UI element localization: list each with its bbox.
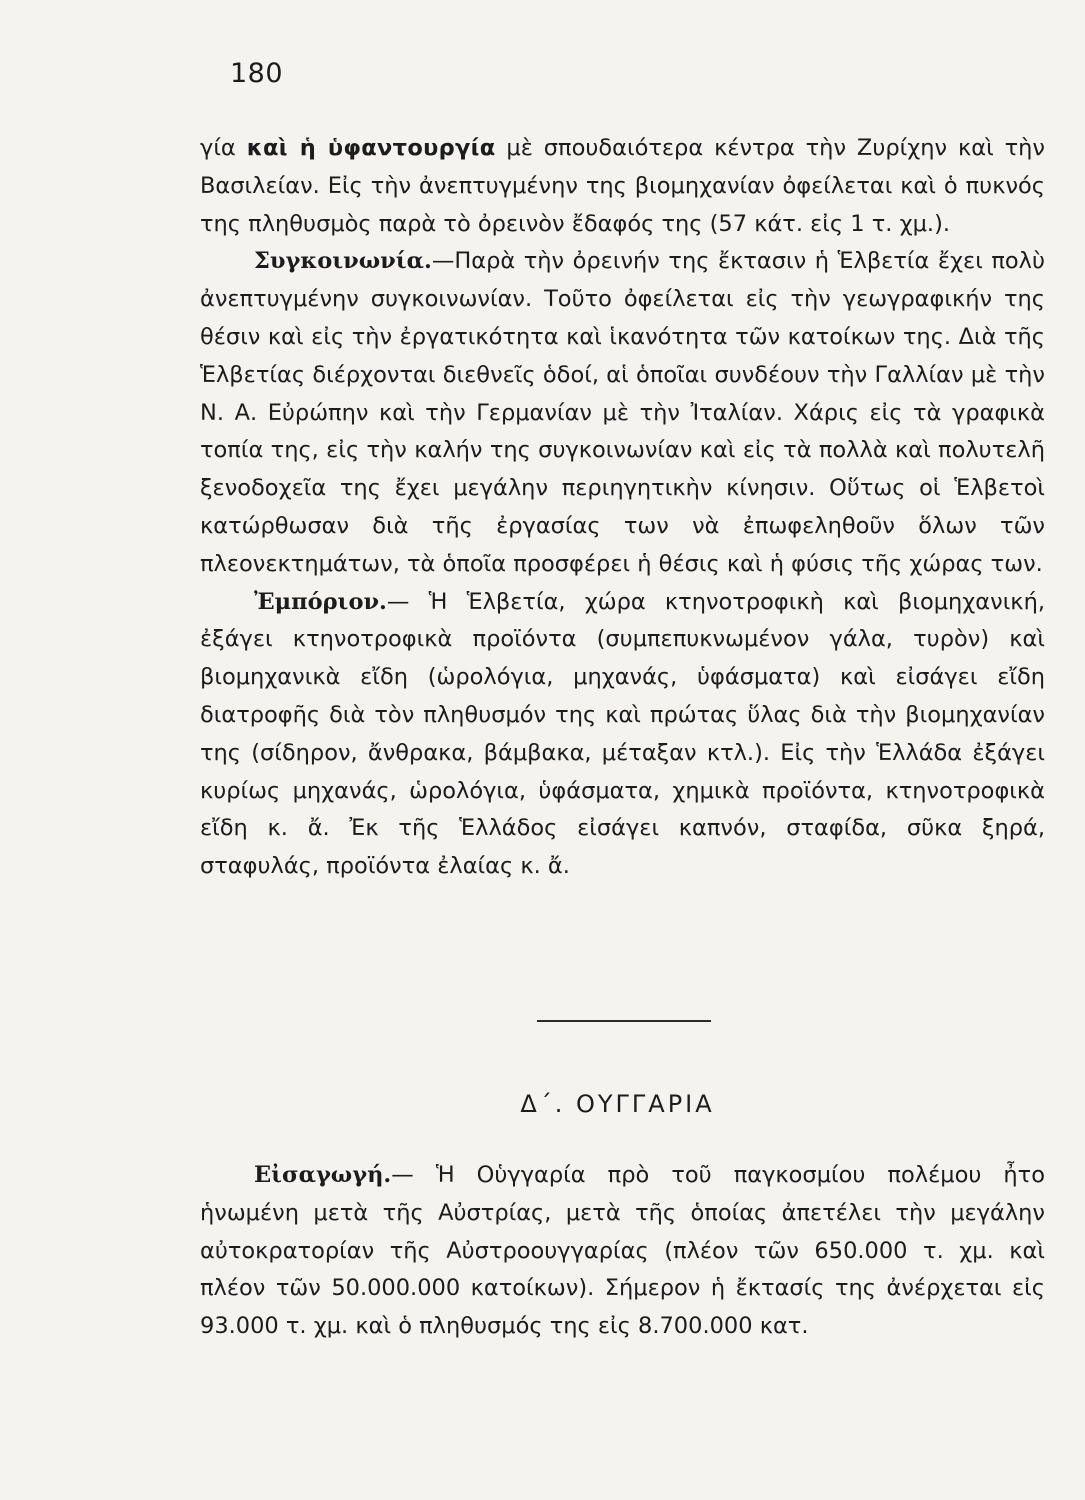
paragraph-industry-text: μὲ σπουδαιότερα κέντρα τὴν Ζυρίχην καὶ τὴν Βασιλείαν. Εἰς τὴν ἀνεπτυγμένην της βιομηχανίαν ὀφείλεται καὶ ὁ πυκνός της πληθυσμὸς παρὰ τὸ ὀρεινὸν ἔδαφός της (57 κάτ. εἰς 1 τ. χμ.). bbox=[200, 135, 1045, 237]
paragraph-introduction bbox=[200, 1157, 1045, 1346]
paragraph-communications bbox=[200, 243, 1045, 583]
paragraph-trade bbox=[200, 584, 1045, 886]
paragraph-industry bbox=[200, 130, 1045, 243]
body-text-hungary bbox=[200, 1157, 1045, 1346]
section-title: Δ΄. ΟΥΓΓΑΡΙΑ bbox=[520, 1090, 715, 1118]
page-number: 180 bbox=[230, 58, 284, 89]
heading-trade: Ἐμπόριον. bbox=[254, 588, 387, 615]
heading-communications: Συγκοινωνία. bbox=[254, 248, 432, 275]
body-text-switzerland bbox=[200, 130, 1045, 886]
section-divider bbox=[537, 1020, 711, 1022]
weaving-emphasis: καὶ ἡ ὑφαντουργία bbox=[246, 135, 496, 161]
paragraph-communications-text: —Παρὰ τὴν ὀρεινήν της ἔκτασιν ἡ Ἑλβετία ἔχει πολὺ ἀνεπτυγμένην συγκοινωνίαν. Τοῦτο ὀφείλεται εἰς τὴν γεωγραφικήν της θέσιν καὶ εἰς τὴν ἐργατικότητα καὶ ἱκανότητα τῶν κατοίκων της. Διὰ τῆς Ἑλβετίας διέρχονται διεθνεῖς ὁδοί, αἱ ὁποῖαι συνδέουν τὴν Γαλλίαν μὲ τὴν Ν. Α. Εὐρώπην καὶ τὴν Γερμανίαν μὲ τὴν Ἰταλίαν. Χάρις εἰς τὰ γραφικὰ τοπία της, εἰς τὴν καλήν της συγκοινωνίαν καὶ εἰς τὰ πολλὰ καὶ πολυτελῆ ξενοδοχεῖα της ἔχει μεγάλην περιηγητικὴν κίνησιν. Οὕτως οἱ Ἑλβετοὶ κατώρθωσαν διὰ τῆς ἐργασίας των νὰ ἐπωφεληθοῦν ὅλων τῶν πλεονεκτημάτων, τὰ ὁποῖα προσφέρει ἡ θέσις καὶ ἡ φύσις τῆς χώρας των. bbox=[200, 248, 1045, 577]
heading-introduction: Εἰσαγωγή. bbox=[254, 1162, 392, 1188]
paragraph-trade-text: — Ἡ Ἑλβετία, χώρα κτηνοτροφικὴ καὶ βιομηχανική, ἐξάγει κτηνοτροφικὰ προϊόντα (συμπεπυκνωμένον γάλα, τυρὸν) καὶ βιομηχανικὰ εἴδη (ὡρολόγια, μηχανάς, ὑφάσματα) καὶ εἰσάγει εἴδη διατροφῆς διὰ τὸν πληθυσμόν της καὶ πρώτας ὕλας διὰ τὴν βιομηχανίαν της (σίδηρον, ἄνθρακα, βάμβακα, μέταξαν κτλ.). Εἰς τὴν Ἑλλάδα ἐξάγει κυρίως μηχανάς, ὡρολόγια, ὑφάσματα, χημικὰ προϊόντα, κτηνοτροφικὰ εἴδη κ. ἄ. Ἐκ τῆς Ἑλλάδος εἰσάγει καπνόν, σταφίδα, σῦκα ξηρά, σταφυλάς, προϊόντα ἐλαίας κ. ἄ. bbox=[200, 588, 1045, 880]
paragraph-introduction-text: — Ἡ Οὑγγαρία πρὸ τοῦ παγκοσμίου πολέμου ἦτο ἡνωμένη μετὰ τῆς Αὐστρίας, μετὰ τῆς ὁποίας ἀπετέλει τὴν μεγάλην αὐτοκρατορίαν τῆς Αὐστροουγγαρίας (πλέον τῶν 650.000 τ. χμ. καὶ πλέον τῶν 50.000.000 κατοίκων). Σήμερον ἡ ἔκτασίς της ἀνέρχεται εἰς 93.000 τ. χμ. καὶ ὁ πληθυσμός της εἰς 8.700.000 κατ. bbox=[200, 1162, 1045, 1340]
paragraph-start: γία bbox=[200, 135, 236, 161]
